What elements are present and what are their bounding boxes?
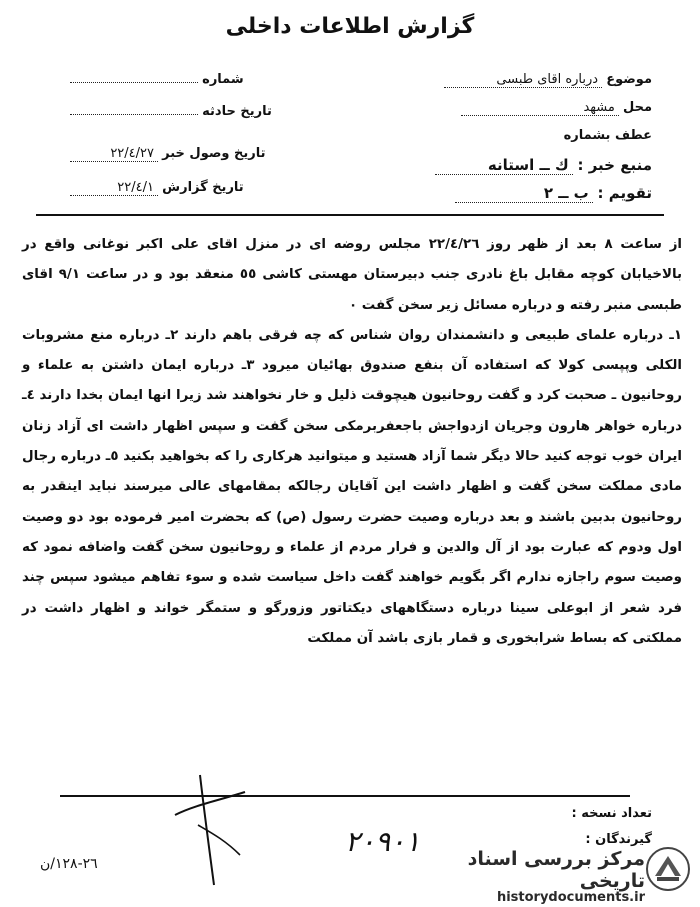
ref-row	[564, 128, 652, 143]
report-date-value: ٢٢/٤/١	[70, 180, 158, 196]
archive-watermark	[415, 848, 645, 905]
number-value	[70, 82, 198, 83]
handwritten-scribble-icon	[170, 770, 250, 890]
archive-logo-icon	[645, 846, 691, 892]
handwritten-number: ٢٠٩٠١	[345, 825, 421, 858]
document-code: ٢٦-١٢٨/ن	[40, 856, 98, 872]
source-row	[435, 156, 652, 175]
subject-label: موضوع	[606, 72, 652, 87]
report-title: گزارش اطلاعات داخلی	[225, 14, 475, 39]
watermark-org: مرکز بررسی اسناد تاریخی	[467, 848, 645, 892]
received-date-value: ٢٢/٤/٢٧	[70, 146, 158, 162]
watermark-url: historydocuments.ir	[496, 890, 645, 905]
number-label: شماره	[202, 72, 244, 87]
source-value: ك ــ استانه	[435, 156, 573, 175]
copies-label: تعداد نسخه :	[571, 806, 652, 821]
ref-label: عطف بشماره	[563, 128, 652, 143]
received-date-label: تاريخ وصول خبر	[162, 146, 266, 161]
incident-date-label: تاريخ حادثه	[202, 104, 272, 119]
report-body	[22, 230, 682, 654]
place-value: مشهد	[461, 100, 619, 116]
place-label: محل	[622, 100, 652, 115]
place-row	[461, 100, 652, 116]
footer-divider	[60, 795, 630, 797]
body-paragraph-topics: ١ـ درباره علمای طبیعی و دانشمندان روان شناس که چه فرقی باهم دارند ٢ـ درباره منع مشروبات الکلی وپپسی کولا که استفاده آن بنفع صندوق بهائیان میرود ٣ـ درباره ایمان داشتن به علماء و روحانیون ـ صحبت کرد و گفت روحانیون هیچوقت ذلیل و خار نخواهند شد زیرا انها ایمان بخدا دارند ٤ـ درباره خواهر هارون وجریان ازدواجش باجعفربرمکی سخن گفت و سپس اظهار داشت ای آزاد زنان ایران خوب توجه کنید حالا دیگر شما آزاد هستید و میتوانید هرکاری را که بخواهید بکنید ٥ـ درباره رجال مادی مملکت سخن گفت و اظهار داشت این آقایان رجالکه بمقامهای عالی میرسند نباید اینقدر به روحانیون بدبین باشند و بعد درباره وصیت حضرت رسول (ص) که بحضرت امیر فرموده بود دو وصیت اول ودوم که عبارت بود از آل والدین و فرار مردم از علماء و روحانیون سخن گفت واضافه نمود که وصیت سوم راجازه ندارم اگر بگویم خواهند گفت داخل سیاست شده و سوء تفاهم میشود سپس چند فرد شعر از ابوعلی سینا درباره دستگاههای دیکتاتور وزورگو و ستمگر خواند و اظهار داشت در مملکتی که بساط شرابخوری و قمار بازی باشد آن مملکت	[22, 327, 682, 646]
subject-row	[444, 72, 652, 88]
number-row	[70, 72, 244, 87]
copies-row	[572, 806, 652, 821]
body-paragraph-intro: از ساعت ٨ بعد از ظهر روز ٢٢/٤/٢٦ مجلس روضه ای در منزل اقای علی اکبر نوغانی واقع در بالاخیابان کوچه مقابل باغ نادری جنب دبیرستان مهستی کاشی ٥٥ منعقد بود و در ساعت ٩/١ اقای طبسی منبر رفته و درباره مسائل زیر سخن گفت ٠	[22, 237, 683, 313]
rating-label: تقويم :	[597, 184, 652, 202]
header-divider	[36, 214, 664, 216]
recipients-label: گیرندگان :	[585, 832, 652, 847]
source-label: منبع خبر :	[577, 156, 652, 174]
recipients-row	[585, 832, 652, 847]
received-date-row	[70, 146, 266, 162]
subject-value: درباره اقای طبسی	[444, 72, 602, 88]
report-date-row	[70, 180, 244, 196]
rating-row	[455, 184, 652, 203]
rating-value: ب ــ ٢	[455, 184, 593, 203]
incident-date-value	[70, 114, 198, 115]
report-date-label: تاريخ گزارش	[162, 180, 244, 195]
incident-date-row	[70, 104, 272, 119]
